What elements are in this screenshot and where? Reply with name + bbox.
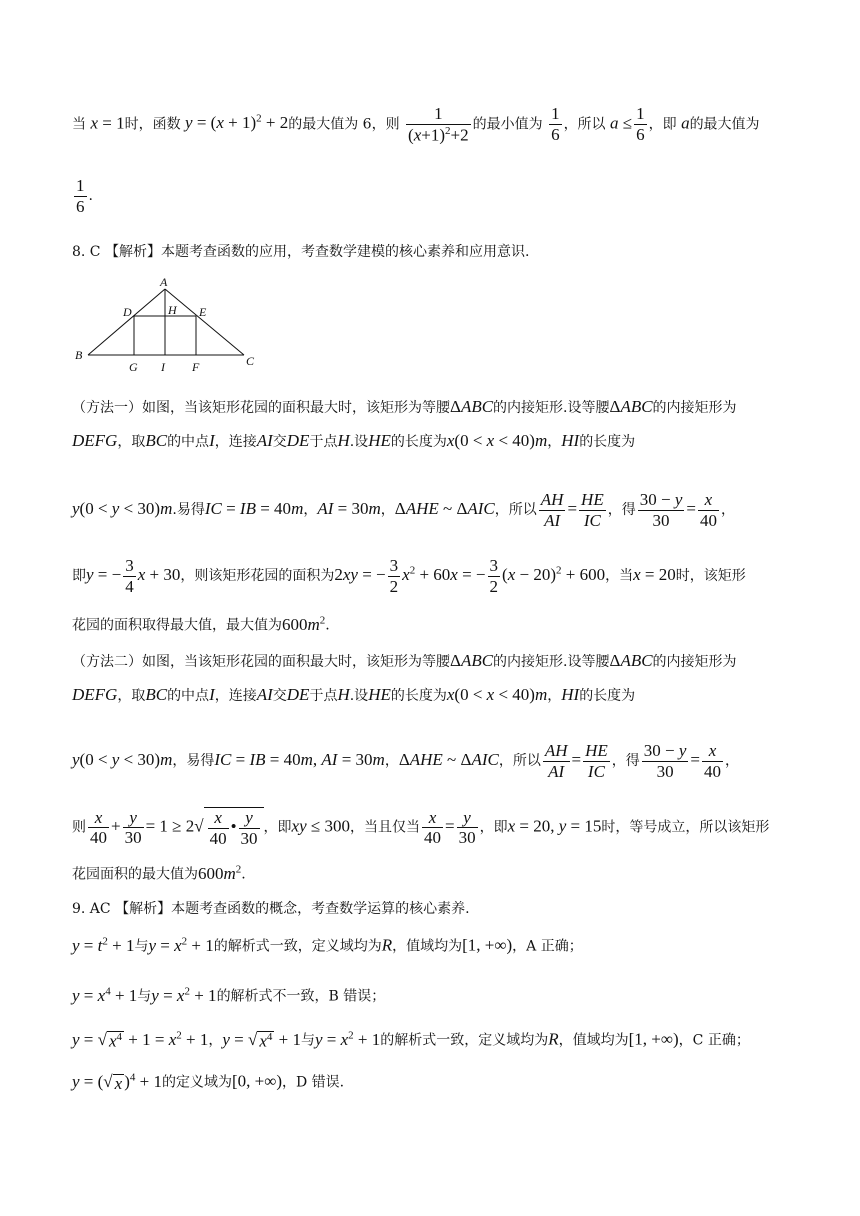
method-1-line-5: 花园的面积取得最大值，最大值为$600m^2$.	[72, 614, 330, 634]
question-9-line-3: y = √ $x^4 + 1 = x^2 + 1$，y = √ $x^4 + 1$与$y = x^2 + 1$的解析式一致，定义域均为R，值域均为[1, +∞)，C 正确；	[72, 1029, 750, 1052]
method-1-line-3: y(0 < y < 30)m.易得IC = IB = 40m，AI = 30m，ΔAHE ~ ΔAIC，所以 $\frac{AH}{AI}$ = $\frac{HE}{IC}$ ，得 $\frac{30 - y}{30}$ = $\frac{x}{40}$ ，	[72, 490, 735, 530]
method-2-line-4: 则 $\frac{x}{40}$ + $\frac{y}{30}$ = 1 ≥ 2√ $\frac{x}{40}$ • $\frac{y}{30}$ ，即xy ≤ 300，当且仅当 $\frac{x}{40}$ = $\frac{y}{30}$ ，即x = 20, y = 15时，等号成立，所以该矩形	[72, 807, 770, 848]
text-line-1: 当 x = 1时，函数 $y = (x + 1)^2 + 2$的最大值为 6，则 $\frac{1}{(x+1)^2+2}$ 的最小值为 $\frac{1}{6}$ ，所以 a ≤ $\frac{1}{6}$ ，即 a的最大值为	[72, 104, 760, 145]
method-2-line-2: DEFG，取BC的中点I，连接AI交DE于点H.设HE的长度为x(0 < x < 40)m，HI的长度为	[72, 685, 636, 704]
svg-text:E: E	[199, 305, 207, 319]
question-9-line-4: y = (√ x )$^4$ + 1的定义域为[0, +∞)，D 错误.	[72, 1071, 345, 1093]
svg-text:I: I	[161, 360, 165, 374]
svg-text:D: D	[123, 305, 132, 319]
question-9-heading: 9. AC 【解析】本题考查函数的概念，考查数学运算的核心素养.	[72, 901, 470, 917]
svg-text:C: C	[246, 354, 255, 368]
svg-text:B: B	[75, 348, 83, 362]
text-line-2: $\frac{1}{6}$ .	[76, 176, 93, 216]
trapezoid-figure	[72, 275, 272, 375]
question-9-line-2: $y = x^4 + 1$与$y = x^2 + 1$的解析式不一致，B 错误；	[72, 985, 386, 1005]
svg-text:F: F	[192, 360, 200, 374]
method-1-line-1: （方法一）如图，当该矩形花园的面积最大时，该矩形为等腰ΔABC的内接矩形.设等腰ΔABC的内接矩形为	[72, 397, 737, 416]
question-8-heading: 8. C 【解析】本题考查函数的应用，考查数学建模的核心素养和应用意识.	[72, 244, 530, 260]
svg-text:G: G	[129, 360, 138, 374]
svg-text:H: H	[168, 303, 177, 317]
svg-text:A: A	[160, 275, 168, 289]
method-1-line-4: 即y = − $\frac{3}{4}$ x + 30，则该矩形花园的面积为2xy = − $\frac{3}{2}$ $x^2 + 60x$ = − $\frac{3}{2}$ $(x - 20)^2 + 600$，当x = 20时，该矩形	[72, 556, 746, 596]
method-2-line-3: y(0 < y < 30)m，易得IC = IB = 40m, AI = 30m，ΔAHE ~ ΔAIC，所以 $\frac{AH}{AI}$ = $\frac{HE}{IC}$ ，得 $\frac{30 - y}{30}$ = $\frac{x}{40}$ ，	[72, 741, 739, 781]
method-2-line-5: 花园面积的最大值为$600m^2$.	[72, 863, 246, 883]
method-2-line-1: （方法二）如图，当该矩形花园的面积最大时，该矩形为等腰ΔABC的内接矩形.设等腰ΔABC的内接矩形为	[72, 651, 737, 670]
question-9-line-1: $y = t^2 + 1$与$y = x^2 + 1$的解析式一致，定义域均为R，值域均为[1, +∞)，A 正确；	[72, 935, 583, 955]
method-1-line-2: DEFG，取BC的中点I，连接AI交DE于点H.设HE的长度为x(0 < x < 40)m，HI的长度为	[72, 431, 636, 450]
